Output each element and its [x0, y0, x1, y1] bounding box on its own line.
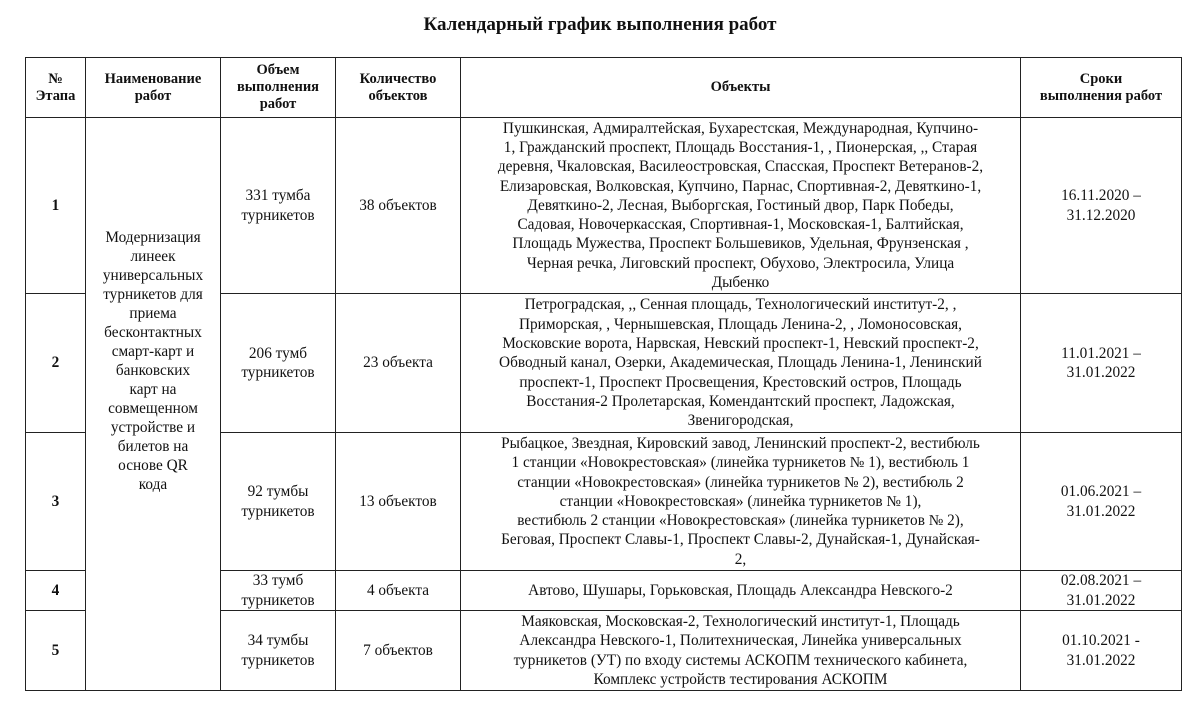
text-line: 206 тумб [248, 344, 308, 362]
text-line: Сроки [1079, 70, 1123, 87]
text-line: 31.01.2022 [1066, 502, 1136, 520]
text-line: Комплекс устройств тестирования АСКОПМ [593, 670, 888, 688]
text-line: основе QR [118, 457, 188, 474]
count-cell: 38 объектов [336, 118, 461, 294]
text-line: Елизаровская, Волковская, Купчино, Парнас, Спортивная-2, Девяткино-1, [499, 177, 982, 195]
text-line: Объем [256, 62, 300, 78]
text-line: 331 тумба [245, 187, 311, 205]
text-line: вестибюль 2 станции «Новокрестовская» (линейка турникетов № 2), [517, 512, 964, 530]
volume-cell [221, 571, 336, 611]
text-line: Московские ворота, Нарвская, Невский проспект-1, Невский проспект-2, [502, 335, 979, 353]
text-line: турникетов для [103, 286, 203, 303]
text-line: Наименование [104, 70, 202, 87]
objects-cell [461, 433, 1021, 571]
text-line: 11.01.2021 – [1061, 344, 1141, 362]
text-line: бесконтактных [104, 324, 202, 341]
schedule-table [25, 57, 1182, 691]
header-objects [461, 58, 1021, 118]
header-stage [26, 58, 86, 118]
text-line: турникетов [241, 502, 315, 520]
text-line: турникетов [241, 364, 315, 381]
text-line: Звенигородская, [687, 412, 794, 430]
volume-cell [221, 611, 336, 691]
text-line: Рыбацкое, Звездная, Кировский завод, Ленинский проспект-2, вестибюль [501, 434, 980, 452]
objects-cell [461, 294, 1021, 433]
stage-number: 4 [26, 571, 86, 611]
text-line: устройстве и [110, 419, 196, 436]
text-line: Дыбенко [711, 274, 770, 292]
text-line: карт на [129, 381, 177, 398]
text-line: совмещенном [108, 400, 198, 417]
text-line: Автово, Шушары, Горьковская, Площадь Александра Невского-2 [528, 581, 953, 599]
text-line: Обводный канал, Озерки, Академическая, Площадь Ленина-1, Ленинский [499, 354, 982, 372]
text-line: деревня, Чкаловская, Василеостровская, Спасская, Проспект Ветеранов-2, [497, 158, 984, 176]
text-line: Модернизация [105, 229, 201, 246]
text-line: банковских [115, 362, 191, 379]
text-line: 01.10.2021 - [1062, 632, 1140, 650]
text-line: 33 тумб [252, 572, 304, 590]
text-line: Александра Невского-1, Политехническая, Линейка универсальных [519, 632, 962, 650]
header-dates [1021, 58, 1182, 118]
text-line: 31.01.2022 [1066, 591, 1136, 609]
text-line: станции «Новокрестовская» (линейка турникетов № 1), [559, 492, 922, 510]
stage-number: 3 [26, 433, 86, 571]
text-line: смарт-карт и [111, 343, 195, 360]
text-line: турникетов [241, 651, 315, 669]
text-line: станции «Новокрестовская» (линейка турникетов № 2), вестибюль 2 [517, 473, 964, 491]
text-line: Черная речка, Лиговский проспект, Обухово, Электросила, Улица [526, 254, 955, 272]
volume-cell [221, 118, 336, 294]
objects-cell [461, 571, 1021, 611]
dates-cell [1021, 571, 1182, 611]
text-line: выполнения [236, 79, 320, 95]
text-line: Маяковская, Московская-2, Технологический институт-1, Площадь [521, 612, 960, 630]
text-line: 16.11.2020 – [1061, 187, 1141, 205]
text-line: Петроградская, ,, Сенная площадь, Технологический институт-2, , [524, 296, 957, 314]
text-line: Объекты [710, 79, 771, 95]
header-name [86, 58, 221, 118]
text-line: приема [129, 305, 177, 322]
text-line: Садовая, Новочеркасская, Спортивная-1, Московская-1, Балтийская, [517, 216, 964, 234]
text-line: 1, Гражданский проспект, Площадь Восстания-1, , Пионерская, ,, Старая [503, 138, 978, 156]
text-line: кода [138, 476, 168, 493]
text-line: Количество [359, 70, 437, 87]
count-cell: 4 объекта [336, 571, 461, 611]
text-line: Площадь Мужества, Проспект Большевиков, Удельная, Фрунзенская , [512, 235, 969, 253]
count-cell: 13 объектов [336, 433, 461, 571]
stage-number: 2 [26, 294, 86, 433]
stage-number: 5 [26, 611, 86, 691]
volume-cell [221, 433, 336, 571]
text-line: 34 тумбы [247, 632, 309, 650]
dates-cell [1021, 433, 1182, 571]
text-line: линеек [130, 248, 176, 265]
text-line: Этапа [35, 87, 76, 104]
text-line: 31.01.2022 [1066, 364, 1136, 381]
text-line: 92 тумбы [247, 483, 309, 501]
text-line: Восстания-2 Пролетарская, Комендантский проспект, Ладожская, [526, 392, 955, 410]
text-line: 02.08.2021 – [1060, 572, 1142, 590]
text-line: 31.01.2022 [1066, 651, 1136, 669]
header-volume [221, 58, 336, 118]
text-line: турникетов [241, 206, 315, 224]
count-cell: 23 объекта [336, 294, 461, 433]
work-name-cell [86, 118, 221, 691]
text-line: универсальных [102, 267, 204, 284]
text-line: 31.12.2020 [1066, 206, 1136, 224]
text-line: Приморская, , Чернышевская, Площадь Ленина-2, , Ломоносовская, [518, 315, 962, 333]
text-line: выполнения работ [1039, 87, 1163, 104]
text-line: 1 станции «Новокрестовская» (линейка турникетов № 1), вестибюль 1 [511, 454, 970, 472]
table-row [26, 118, 1182, 294]
text-line: работ [134, 87, 172, 104]
volume-cell [221, 294, 336, 433]
header-count [336, 58, 461, 118]
count-cell: 7 объектов [336, 611, 461, 691]
dates-cell [1021, 611, 1182, 691]
text-line: проспект-1, Проспект Просвещения, Крестовский остров, Площадь [519, 373, 962, 391]
header-row [26, 58, 1182, 118]
objects-cell [461, 118, 1021, 294]
text-line: турникетов (УТ) по входу системы АСКОПМ технического кабинета, [513, 651, 968, 669]
text-line: турникетов [241, 591, 315, 609]
text-line: билетов на [117, 438, 189, 455]
dates-cell [1021, 294, 1182, 433]
text-line: 2, [734, 550, 747, 568]
dates-cell [1021, 118, 1182, 294]
text-line: 01.06.2021 – [1060, 483, 1142, 501]
objects-cell [461, 611, 1021, 691]
text-line: Девяткино-2, Лесная, Выборгская, Гостиный двор, Парк Победы, [527, 196, 954, 214]
text-line: Пушкинская, Адмиралтейская, Бухарестская, Международная, Купчино- [502, 119, 979, 137]
text-line: № [48, 70, 63, 87]
document-title: Календарный график выполнения работ [423, 14, 777, 35]
text-line: работ [259, 96, 297, 112]
text-line: Беговая, Проспект Славы-1, Проспект Славы-2, Дунайская-1, Дунайская- [501, 531, 980, 549]
stage-number: 1 [26, 118, 86, 294]
text-line: объектов [368, 87, 428, 104]
